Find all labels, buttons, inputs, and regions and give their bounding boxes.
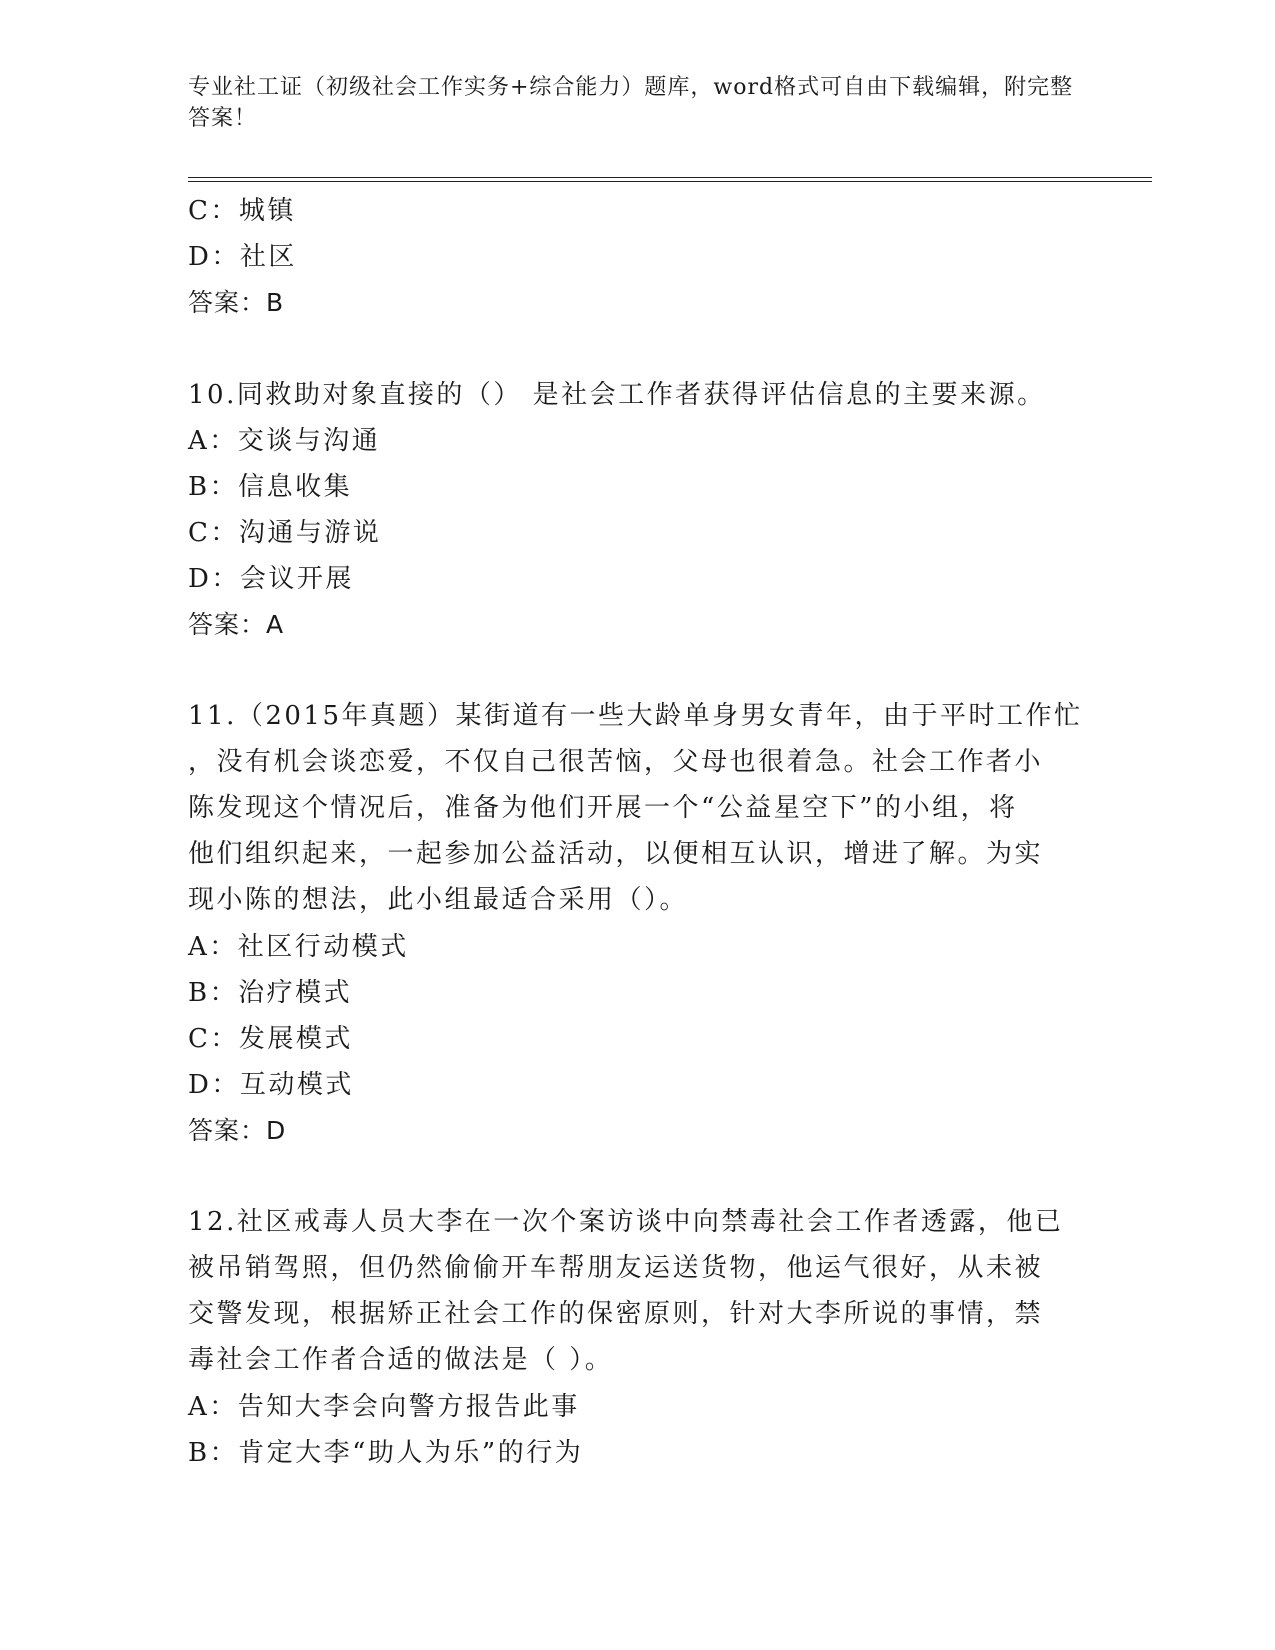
- option-c: C：沟通与游说: [188, 518, 382, 548]
- option-a: A：告知大李会向警方报告此事: [188, 1392, 580, 1422]
- question-stem-line: 被吊销驾照，但仍然偷偷开车帮朋友运送货物，他运气很好，从未被: [188, 1253, 1044, 1283]
- question-stem-line: 交警发现，根据矫正社会工作的保密原则，针对大李所说的事情，禁: [188, 1299, 1044, 1329]
- page-header: 专业社工证（初级社会工作实务+综合能力）题库，word格式可自由下载编辑，附完整答案！: [188, 75, 1074, 131]
- option-d: D：社区: [188, 242, 297, 272]
- question-stem: 10.同救助对象直接的（） 是社会工作者获得评估信息的主要来源。: [188, 380, 1046, 410]
- option-a: A：社区行动模式: [188, 932, 409, 962]
- question-stem-line: 陈发现这个情况后，准备为他们开展一个“公益星空下”的小组，将: [188, 793, 1018, 823]
- answer: 答案：B: [188, 288, 285, 317]
- spacer: [188, 648, 1088, 694]
- option-b: B：信息收集: [188, 472, 353, 502]
- option-c: C：城镇: [188, 196, 296, 226]
- option-d: D：会议开展: [188, 564, 354, 594]
- question-stem-line: 他们组织起来，一起参加公益活动，以便相互认识，增进了解。为实: [188, 839, 1044, 869]
- question-stem-line: 11.（2015年真题）某街道有一些大龄单身男女青年，由于平时工作忙: [188, 701, 1083, 731]
- answer: 答案：D: [188, 1116, 287, 1145]
- question-11: [188, 694, 1088, 1154]
- question-9: [188, 188, 1088, 326]
- answer: 答案：A: [188, 610, 285, 639]
- question-12: [188, 1200, 1088, 1476]
- option-a: A：交谈与沟通: [188, 426, 381, 456]
- question-stem-line: 12.社区戒毒人员大李在一次个案访谈中向禁毒社会工作者透露，他已: [188, 1207, 1064, 1237]
- question-stem-line: ，没有机会谈恋爱，不仅自己很苦恼，父母也很着急。社会工作者小: [188, 747, 1044, 777]
- option-d: D：互动模式: [188, 1070, 354, 1100]
- spacer: [188, 326, 1088, 372]
- question-stem-line: 现小陈的想法，此小组最适合采用（）。: [188, 885, 689, 915]
- option-c: C：发展模式: [188, 1024, 353, 1054]
- spacer: [188, 1154, 1088, 1200]
- option-b: B：肯定大李“助人为乐”的行为: [188, 1438, 584, 1468]
- question-10: [188, 372, 1088, 648]
- option-b: B：治疗模式: [188, 978, 353, 1008]
- header-divider: [188, 177, 1152, 182]
- question-stem-line: 毒社会工作者合适的做法是（ ）。: [188, 1345, 614, 1375]
- question-content: [188, 188, 1088, 1476]
